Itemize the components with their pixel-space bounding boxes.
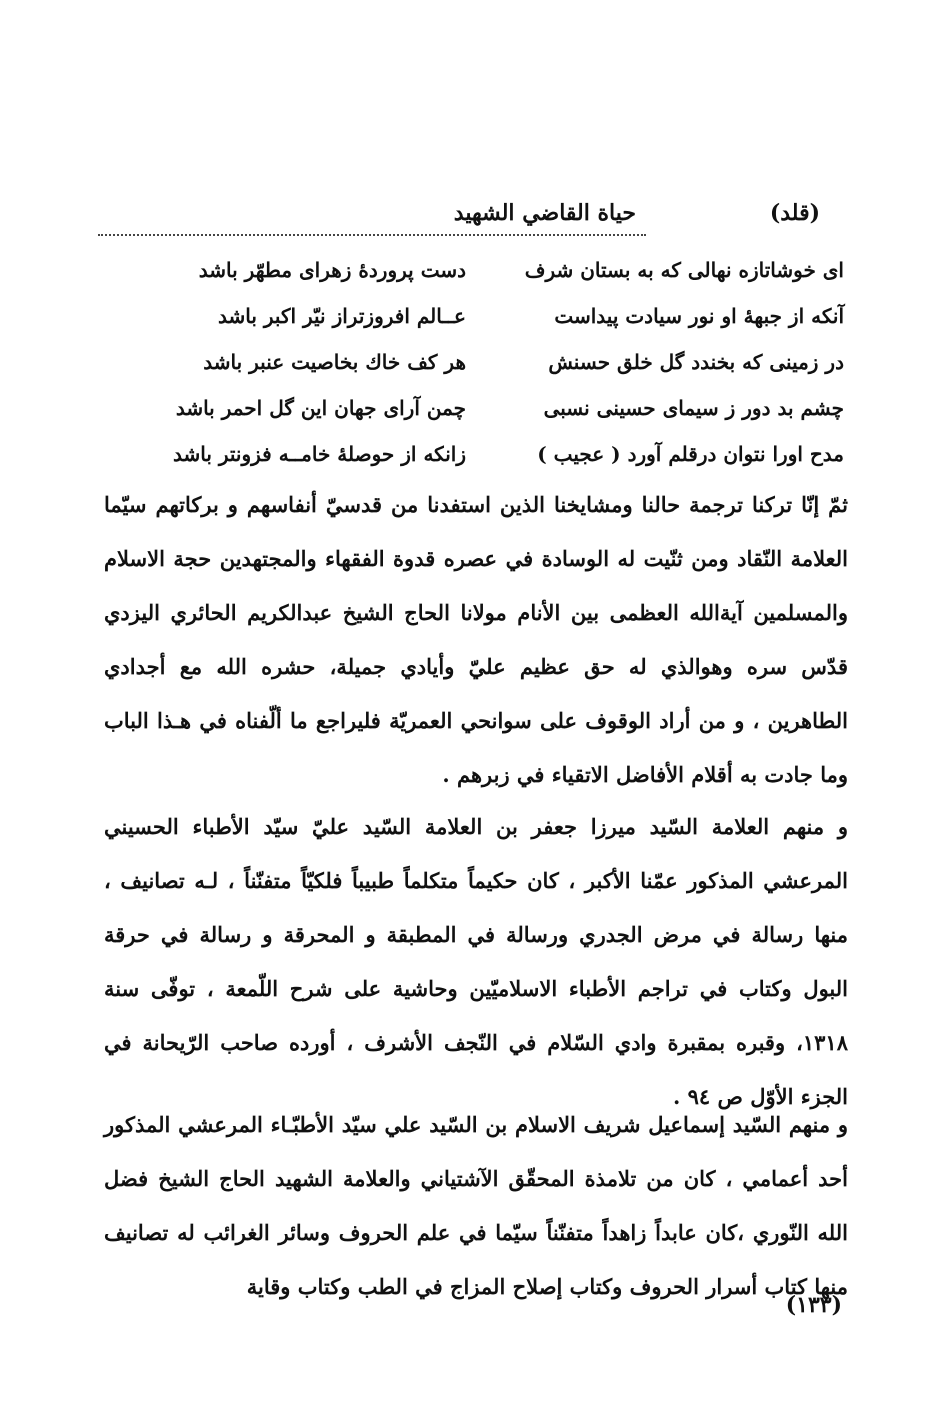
paragraph-ismail: و منهم السّيد إسماعيل شريف الاسلام بن السّيد علي سيّد الأطبّـاء المرعشي المذكور أحد أعمامي ، كان من تلامذة المحقّق الآشتياني والعلامة الشهيد الحاج الشيخ فضل الله النّوري ،كان عابداً زاهداً متفنّناً سيّما في علم الحروف وسائر الغرائب له تصانيف منها كتاب أسرار الحروف وكتاب إصلاح المزاج في الطب وكتاب وقاية xyxy=(104,1112,848,1299)
verse-second-hemistich: عــالم افروزتراز نیّر اکبر باشد xyxy=(218,304,466,328)
verse-first-hemistich: ای خوشاتازه نهالی که به بستان شرف xyxy=(524,258,844,282)
poem-verse xyxy=(106,304,844,348)
verse-first-hemistich: در زمینی که بخندد گل خلق حسنش xyxy=(548,350,844,374)
poem-verse xyxy=(106,396,844,440)
poem-verse xyxy=(106,258,844,302)
page-number: (١٣٣) xyxy=(785,1292,842,1318)
verse-first-hemistich: چشم بد دور ز سیمای حسینی نسبی xyxy=(543,396,844,420)
paragraph-intro: ثمّ إنّا تركنا ترجمة حالنا ومشايخنا الذين استفدنا من قدسيّ أنفاسهم و بركاتهم سيّما العلامة النّقاد ومن ثنّيت له الوسادة في عصره قدوة الفقهاء والمجتهدين حجة الاسلام والمسلمين آيةالله العظمى بين الأنام مولانا الحاج الشيخ عبدالكريم الحائري اليزدي قدّس سره وهوالذي له حق عظيم عليّ وأيادي جميلة، حشره الله مع أجدادي الطاهرين ، و من أراد الوقوف على سوانحي العمريّة فليراجع ما ألّفناه في هـذا الباب وما جادت به أقلام الأفاضل الاتقياء في زبرهم . xyxy=(104,492,848,787)
verse-first-hemistich: آنکه از جبههٔ او نور سیادت پیداست xyxy=(554,304,844,328)
verse-second-hemistich: زانکه از حوصلهٔ خامــه فزونتر باشد xyxy=(172,442,466,466)
verse-second-hemistich: هر کف خاك بخاصیت عنبر باشد xyxy=(203,350,466,374)
running-header xyxy=(98,198,846,238)
verse-first-hemistich: مدح اورا نتوان درقلم آورد ( عجیب ) xyxy=(537,442,844,466)
header-rule xyxy=(98,234,646,236)
header-marker: (قلد) xyxy=(769,200,820,226)
poem-verse xyxy=(106,350,844,394)
verse-second-hemistich: دست پروردهٔ زهرای مطهّر باشد xyxy=(198,258,466,282)
running-title: حياة القاضي الشهيد xyxy=(453,200,636,226)
paragraph-mirza-jafar: و منهم العلامة السّيد ميرزا جعفر بن العلامة السّيد عليّ سيّد الأطباء الحسيني المرعشي المذكور عمّنا الأكبر ، كان حكيماً متكلماً طبيباً فلكيّاً متفنّناً ، لـه تصانيف ، منها رسالة في مرض الجدري ورسالة في المطبقة و المحرقة و رسالة في حرقة البول وكتاب في تراجم الأطباء الاسلاميّين وحاشية على شرح اللّمعة ، توفّى سنة ١٣١٨، وقبره بمقبرة وادي السّلام في النّجف الأشرف ، أورده صاحب الرّيحانة في الجزء الأوّل ص ٩٤ . xyxy=(104,814,848,1109)
verse-second-hemistich: چمن آرای جهان این گل احمر باشد xyxy=(175,396,466,420)
